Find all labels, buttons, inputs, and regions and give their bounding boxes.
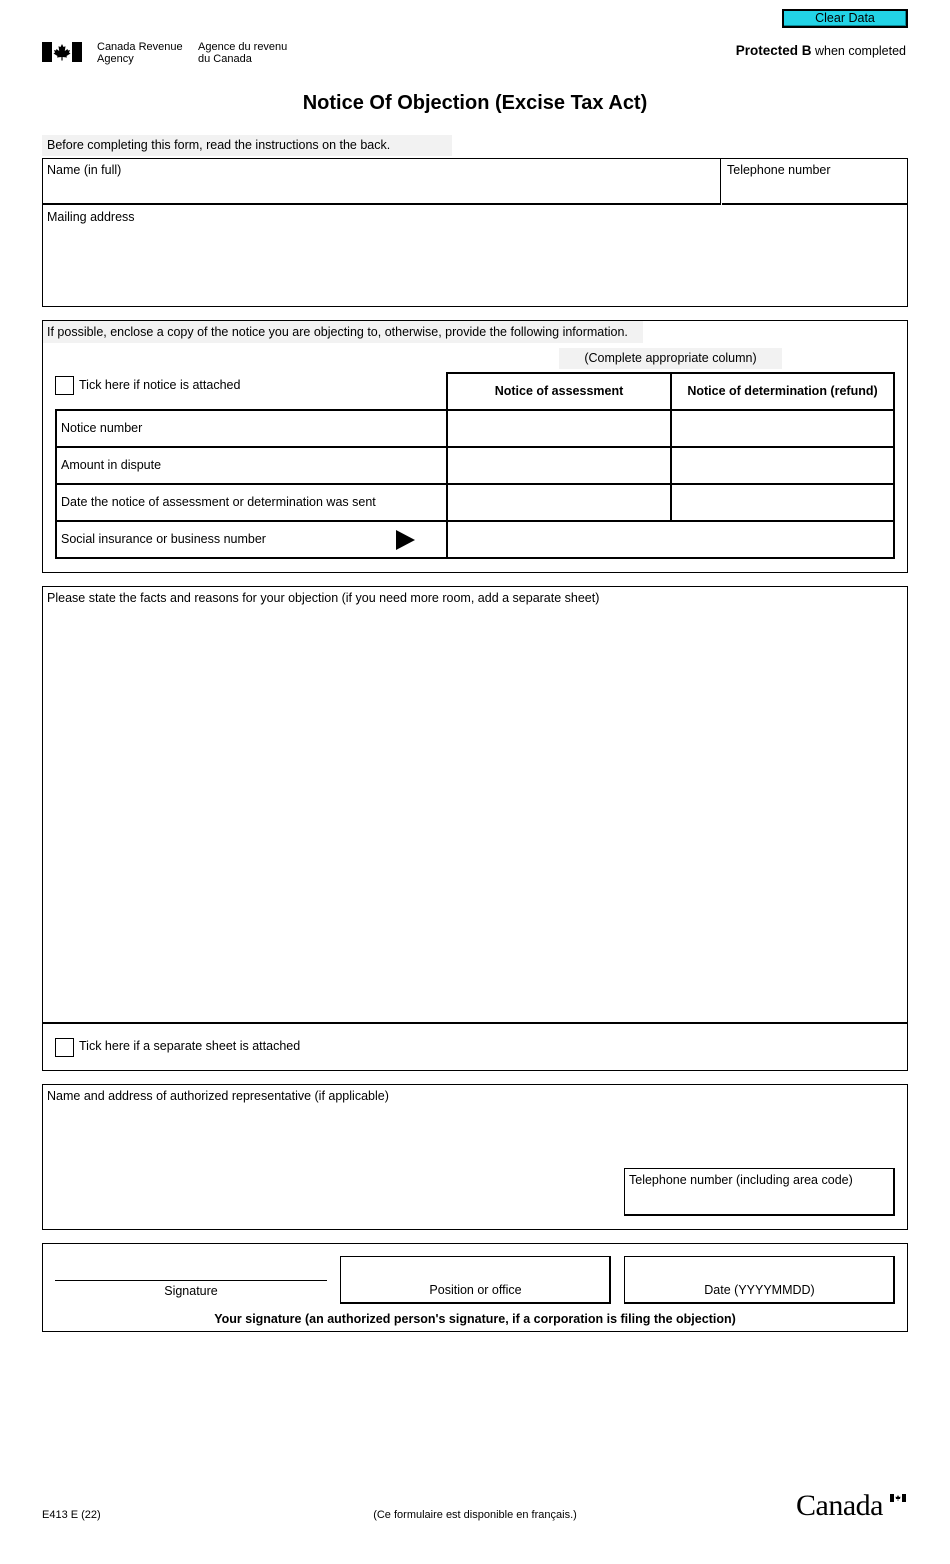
notice-number-determination-input[interactable] <box>670 409 895 448</box>
arrow-right-icon <box>395 530 415 550</box>
notice-attached-label: Tick here if notice is attached <box>79 378 241 392</box>
amount-assessment-input[interactable] <box>446 446 672 485</box>
name-label: Name (in full) <box>47 163 122 177</box>
separate-sheet-checkbox[interactable] <box>55 1038 74 1057</box>
sin-input[interactable] <box>446 520 895 559</box>
notice-number-assessment-input[interactable] <box>446 409 672 448</box>
date-label: Date (YYYYMMDD) <box>704 1283 815 1297</box>
col-assessment-label: Notice of assessment <box>494 384 624 398</box>
intro-instruction: Before completing this form, read the instructions on the back. <box>42 135 452 156</box>
french-availability-note: (Ce formulaire est disponible en français.) <box>373 1509 577 1521</box>
date-sent-label: Date the notice of assessment or determination was sent <box>61 495 376 509</box>
wordmark-flag-icon <box>890 1494 906 1502</box>
reasons-label: Please state the facts and reasons for your objection (if you need more room, add a separate sheet) <box>47 591 600 605</box>
protected-b-notice: Protected B when completed <box>735 43 906 58</box>
clear-data-button[interactable]: Clear Data <box>782 9 908 28</box>
amount-determination-input[interactable] <box>670 446 895 485</box>
form-id: E413 E (22) <box>42 1509 101 1521</box>
canada-wordmark: Canada <box>796 1488 908 1524</box>
page-title: Notice Of Objection (Excise Tax Act) <box>302 92 648 114</box>
signature-label: Signature <box>164 1284 218 1298</box>
name-field[interactable] <box>42 158 721 205</box>
reasons-textarea[interactable] <box>43 587 907 1024</box>
agency-name-fr: Agence du revenu du Canada <box>198 41 288 65</box>
col-determination-label: Notice of determination (refund) <box>687 384 878 398</box>
agency-name-en: Canada Revenue Agency <box>97 41 183 65</box>
telephone-label: Telephone number <box>727 163 831 177</box>
representative-label: Name and address of authorized representative (if applicable) <box>47 1089 389 1103</box>
notice-number-label: Notice number <box>61 421 143 435</box>
date-sent-assessment-input[interactable] <box>446 483 672 522</box>
complete-column-note: (Complete appropriate column) <box>559 348 782 369</box>
representative-telephone-label: Telephone number (including area code) <box>629 1173 853 1187</box>
mailing-address-field[interactable] <box>43 206 907 306</box>
position-label: Position or office <box>429 1283 522 1297</box>
signature-line[interactable] <box>55 1280 327 1281</box>
separate-sheet-label: Tick here if a separate sheet is attached <box>79 1039 301 1053</box>
notice-intro: If possible, enclose a copy of the notice you are objecting to, otherwise, provide the following information. <box>43 321 643 343</box>
notice-attached-checkbox[interactable] <box>55 376 74 395</box>
date-sent-determination-input[interactable] <box>670 483 895 522</box>
sin-label: Social insurance or business number <box>61 532 266 546</box>
canada-flag-icon <box>42 42 82 62</box>
amount-in-dispute-label: Amount in dispute <box>61 458 162 472</box>
signature-note: Your signature (an authorized person's signature, if a corporation is filing the objection) <box>214 1312 736 1326</box>
mailing-address-label: Mailing address <box>47 210 135 224</box>
